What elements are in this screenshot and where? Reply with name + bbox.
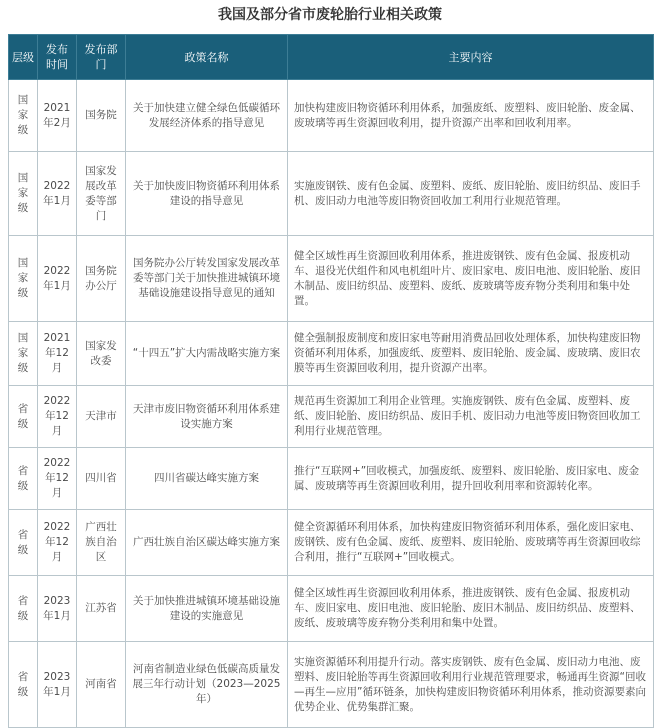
cell-policy-name: 广西壮族自治区碳达峰实施方案	[126, 510, 288, 576]
table-row	[9, 576, 654, 642]
table-row	[9, 152, 654, 236]
cell-dept: 国务院	[77, 80, 126, 152]
cell-dept: 四川省	[77, 448, 126, 510]
cell-dept: 江苏省	[77, 576, 126, 642]
cell-content: 健全区域性再生资源回收利用体系，推进废钢铁、废有色金属、报废机动车、废旧家电、废旧电池、废旧轮胎、废旧木制品、废旧纺织品、废塑料、废纸、废玻璃等废弃物分类利用和集中处置。	[288, 576, 654, 642]
cell-level: 国家级	[9, 322, 38, 386]
cell-content: 规范再生资源加工利用企业管理。实施废钢铁、废有色金属、废塑料、废纸、废旧轮胎、废旧纺织品、废旧手机、废旧动力电池等废旧物资回收加工利用行业规范管理。	[288, 386, 654, 448]
table-row	[9, 642, 654, 728]
cell-time: 2023年1月	[38, 576, 77, 642]
table-row	[9, 448, 654, 510]
table-row	[9, 386, 654, 448]
cell-content: 实施资源循环利用提升行动。落实废钢铁、废有色金属、废旧动力电池、废塑料、废旧轮胎等再生资源回收利用行业规范管理要求，畅通再生资源“回收—再生—应用”循环链条，加快构建废旧物资循环利用体系，推动资源要素向优势企业、优势集群汇聚。	[288, 642, 654, 728]
table-row	[9, 236, 654, 322]
cell-content: 实施废钢铁、废有色金属、废塑料、废纸、废旧轮胎、废旧纺织品、废旧手机、废旧动力电池等废旧物资回收加工利用行业规范管理。	[288, 152, 654, 236]
cell-level: 国家级	[9, 152, 38, 236]
cell-dept: 国务院办公厅	[77, 236, 126, 322]
cell-policy-name: 四川省碳达峰实施方案	[126, 448, 288, 510]
cell-time: 2023年1月	[38, 642, 77, 728]
header-time: 发布时间	[38, 35, 77, 80]
page-title: 我国及部分省市废轮胎行业相关政策	[218, 7, 442, 23]
header-dept: 发布部门	[77, 35, 126, 80]
cell-dept: 天津市	[77, 386, 126, 448]
cell-level: 国家级	[9, 80, 38, 152]
cell-time: 2022年12月	[38, 386, 77, 448]
cell-policy-name: 关于加快废旧物资循环利用体系建设的指导意见	[126, 152, 288, 236]
cell-content: 推行“互联网+”回收模式，加强废纸、废塑料、废旧轮胎、废旧家电、废金属、废玻璃等再生资源回收利用，提升回收利用率和资源转化率。	[288, 448, 654, 510]
cell-time: 2022年12月	[38, 510, 77, 576]
cell-policy-name: 关于加快建立健全绿色低碳循环发展经济体系的指导意见	[126, 80, 288, 152]
cell-dept: 国家发展改革委等部门	[77, 152, 126, 236]
cell-level: 国家级	[9, 236, 38, 322]
table-row	[9, 322, 654, 386]
cell-content: 健全区域性再生资源回收利用体系，推进废钢铁、废有色金属、报废机动车、退役光伏组件和风电机组叶片、废旧家电、废旧电池、废旧轮胎、废旧木制品、废旧纺织品、废塑料、废纸、废玻璃等废弃物分类利用和集中处置。	[288, 236, 654, 322]
cell-time: 2021年12月	[38, 322, 77, 386]
cell-content: 健全强制报废制度和废旧家电等耐用消费品回收处理体系，加快构建废旧物资循环利用体系，加强废纸、废塑料、废旧轮胎、废金属、废玻璃、废旧农膜等再生资源回收利用，提升资源产出率。	[288, 322, 654, 386]
table-row	[9, 80, 654, 152]
cell-policy-name: 国务院办公厅转发国家发展改革委等部门关于加快推进城镇环境基础设施建设指导意见的通知	[126, 236, 288, 322]
cell-level: 省级	[9, 642, 38, 728]
cell-dept: 国家发改委	[77, 322, 126, 386]
cell-level: 省级	[9, 448, 38, 510]
header-content: 主要内容	[288, 35, 654, 80]
table-row	[9, 510, 654, 576]
cell-dept: 河南省	[77, 642, 126, 728]
cell-dept: 广西壮族自治区	[77, 510, 126, 576]
cell-time: 2022年1月	[38, 236, 77, 322]
cell-content: 健全资源循环利用体系，加快构建废旧物资循环利用体系，强化废旧家电、废钢铁、废有色金属、废纸、废塑料、废旧轮胎、废玻璃等再生资源回收综合利用，推行“互联网+”回收模式。	[288, 510, 654, 576]
cell-policy-name: “十四五”扩大内需战略实施方案	[126, 322, 288, 386]
header-level: 层级	[9, 35, 38, 80]
cell-level: 省级	[9, 510, 38, 576]
cell-policy-name: 河南省制造业绿色低碳高质量发展三年行动计划（2023—2025年）	[126, 642, 288, 728]
cell-time: 2021年2月	[38, 80, 77, 152]
cell-level: 省级	[9, 576, 38, 642]
header-name: 政策名称	[126, 35, 288, 80]
cell-time: 2022年12月	[38, 448, 77, 510]
cell-time: 2022年1月	[38, 152, 77, 236]
cell-policy-name: 天津市废旧物资循环利用体系建设实施方案	[126, 386, 288, 448]
cell-level: 省级	[9, 386, 38, 448]
table-header-row	[9, 35, 654, 80]
cell-policy-name: 关于加快推进城镇环境基础设施建设的实施意见	[126, 576, 288, 642]
cell-content: 加快构建废旧物资循环利用体系，加强废纸、废塑料、废旧轮胎、废金属、废玻璃等再生资源回收利用，提升资源产出率和回收利用率。	[288, 80, 654, 152]
policy-table	[8, 34, 654, 728]
